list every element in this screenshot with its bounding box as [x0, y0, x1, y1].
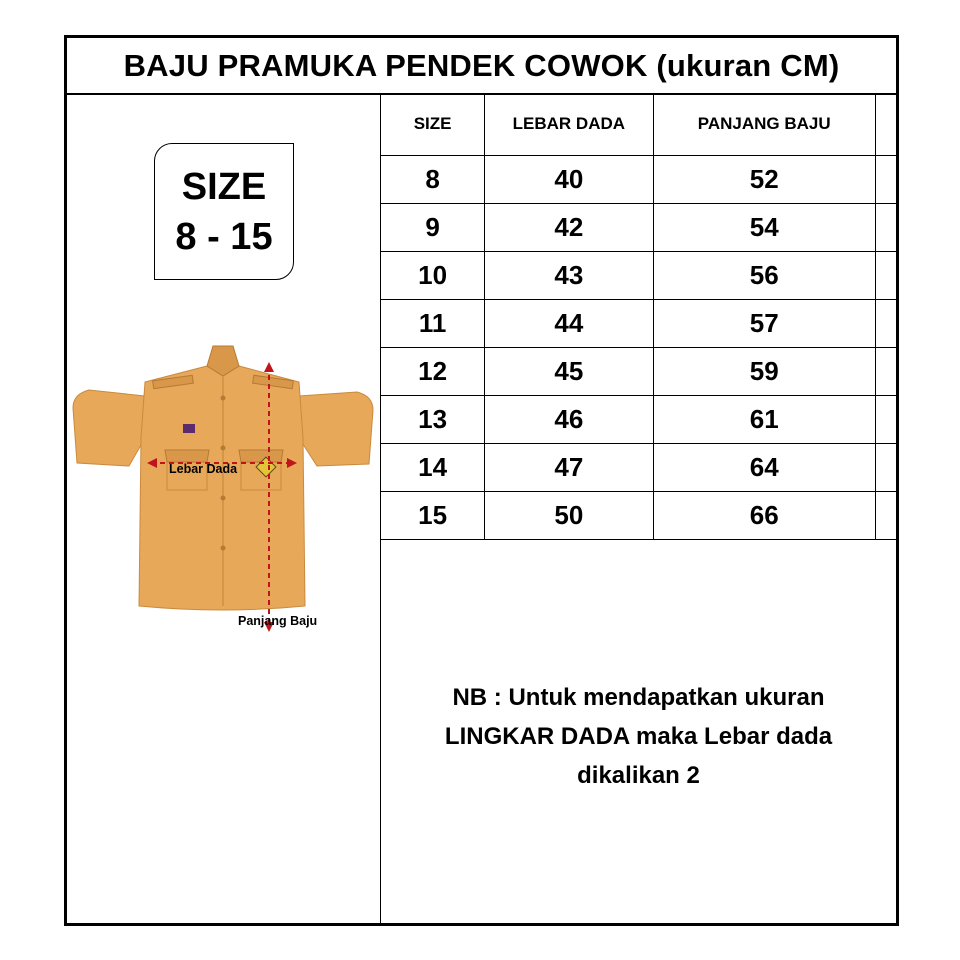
size-range-badge	[154, 143, 294, 280]
table-row	[381, 492, 896, 540]
cell-panjang-baju: 59	[653, 348, 875, 396]
size-badge-label: SIZE	[181, 165, 267, 208]
cell-empty	[875, 348, 896, 396]
page-title: BAJU PRAMUKA PENDEK COWOK (ukuran CM)	[67, 38, 896, 95]
cell-empty	[875, 300, 896, 348]
cell-lebar-dada: 47	[485, 444, 653, 492]
cell-empty	[875, 156, 896, 204]
note-text	[381, 678, 896, 795]
cell-size: 10	[381, 252, 485, 300]
cell-panjang-baju: 66	[653, 492, 875, 540]
cell-lebar-dada: 43	[485, 252, 653, 300]
cell-panjang-baju: 52	[653, 156, 875, 204]
cell-empty	[875, 396, 896, 444]
cell-size: 15	[381, 492, 485, 540]
size-chart-frame	[64, 35, 899, 926]
size-badge-range: 8 - 15	[175, 215, 273, 258]
cell-empty	[875, 252, 896, 300]
cell-panjang-baju: 57	[653, 300, 875, 348]
table-row	[381, 300, 896, 348]
size-table	[381, 93, 896, 540]
cell-size: 8	[381, 156, 485, 204]
cell-lebar-dada: 40	[485, 156, 653, 204]
right-sleeve	[299, 392, 373, 466]
scout-shirt-image	[67, 338, 380, 638]
emblem-patch	[183, 424, 195, 433]
left-sleeve	[73, 390, 145, 466]
table-row	[381, 348, 896, 396]
table-row	[381, 156, 896, 204]
header-empty	[875, 93, 896, 156]
chest-width-label: Lebar Dada	[169, 462, 238, 476]
header-panjang-baju: PANJANG BAJU	[653, 93, 875, 156]
cell-panjang-baju: 61	[653, 396, 875, 444]
cell-empty	[875, 444, 896, 492]
note-line-2: LINGKAR DADA maka Lebar dada	[444, 723, 833, 750]
cell-lebar-dada: 42	[485, 204, 653, 252]
note-line-3: dikalikan 2	[577, 762, 700, 789]
cell-size: 14	[381, 444, 485, 492]
cell-panjang-baju: 64	[653, 444, 875, 492]
cell-panjang-baju: 56	[653, 252, 875, 300]
table-row	[381, 204, 896, 252]
table-header-row	[381, 93, 896, 156]
cell-size: 13	[381, 396, 485, 444]
table-row	[381, 252, 896, 300]
table-row	[381, 444, 896, 492]
cell-lebar-dada: 46	[485, 396, 653, 444]
shirt-body	[139, 350, 305, 610]
cell-empty	[875, 204, 896, 252]
table-row	[381, 396, 896, 444]
shirt-length-label: Panjang Baju	[238, 614, 318, 628]
header-size: SIZE	[381, 93, 485, 156]
cell-size: 11	[381, 300, 485, 348]
cell-lebar-dada: 45	[485, 348, 653, 396]
cell-panjang-baju: 54	[653, 204, 875, 252]
note-line-1: NB : Untuk mendapatkan ukuran	[452, 684, 825, 711]
cell-empty	[875, 492, 896, 540]
cell-lebar-dada: 44	[485, 300, 653, 348]
header-lebar-dada: LEBAR DADA	[485, 93, 653, 156]
cell-lebar-dada: 50	[485, 492, 653, 540]
cell-size: 9	[381, 204, 485, 252]
cell-size: 12	[381, 348, 485, 396]
